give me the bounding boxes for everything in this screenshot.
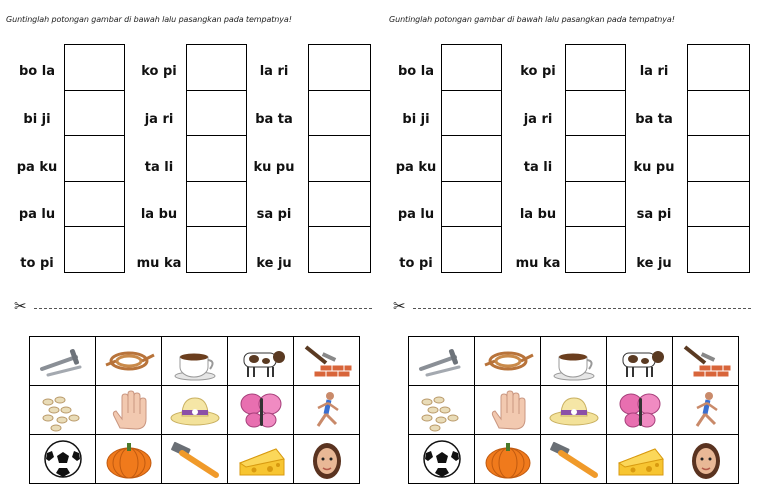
picture-cell[interactable] (30, 435, 96, 484)
butterfly-icon (611, 388, 669, 432)
answer-box[interactable] (687, 226, 750, 273)
syllable-label: pa ku (395, 160, 437, 175)
syllable-label: ku pu (633, 160, 675, 175)
coffee-cup-icon (166, 339, 224, 383)
soccer-ball-icon (413, 437, 471, 481)
cut-line (393, 297, 751, 316)
syllable-label: ba ta (255, 112, 293, 127)
answer-box-column (64, 44, 125, 273)
syllable-label: ke ju (636, 256, 672, 271)
hat-icon (166, 388, 224, 432)
dashed-line (413, 308, 751, 309)
syllable-label: pa lu (18, 207, 56, 222)
answer-box[interactable] (64, 90, 125, 137)
cheese-icon (611, 437, 669, 481)
picture-cell[interactable] (294, 435, 360, 484)
picture-cell[interactable] (228, 435, 294, 484)
answer-box-column (308, 44, 371, 273)
picture-cell[interactable] (541, 435, 607, 484)
syllable-label: ke ju (256, 256, 292, 271)
picture-cell[interactable] (475, 435, 541, 484)
syllable-label: bi ji (23, 112, 51, 127)
syllable-label: ku pu (253, 160, 295, 175)
pumpkin-icon (100, 437, 158, 481)
pumpkin-icon (479, 437, 537, 481)
nail-icon (34, 339, 92, 383)
answer-box-column (441, 44, 502, 273)
answer-box[interactable] (441, 135, 502, 182)
answer-box[interactable] (64, 135, 125, 182)
face-icon (677, 437, 735, 481)
syllable-label: ja ri (523, 112, 553, 127)
picture-cell[interactable] (162, 435, 228, 484)
hat-icon (545, 388, 603, 432)
brick-wall-icon (298, 339, 356, 383)
answer-box[interactable] (687, 90, 750, 137)
syllable-label: ta li (523, 160, 553, 175)
hammer-icon (166, 437, 224, 481)
syllable-label: ba ta (635, 112, 673, 127)
syllable-label: to pi (20, 256, 54, 271)
picture-cell[interactable] (541, 386, 607, 435)
hammer-icon (545, 437, 603, 481)
answer-box[interactable] (186, 90, 247, 137)
answer-box[interactable] (441, 226, 502, 273)
instruction-text: Guntinglah potongan gambar di bawah lalu pasangkan pada tempatnya! (389, 15, 675, 24)
picture-cell[interactable] (96, 337, 162, 386)
picture-cell[interactable] (96, 386, 162, 435)
picture-cell[interactable] (294, 386, 360, 435)
nail-icon (413, 339, 471, 383)
picture-cell[interactable] (409, 435, 475, 484)
syllable-label: la ri (639, 64, 669, 79)
hand-icon (479, 388, 537, 432)
picture-cell[interactable] (228, 337, 294, 386)
answer-box[interactable] (441, 90, 502, 137)
picture-cell[interactable] (30, 386, 96, 435)
picture-cell[interactable] (475, 337, 541, 386)
answer-box[interactable] (687, 181, 750, 228)
picture-cell[interactable] (607, 386, 673, 435)
syllable-label: ja ri (144, 112, 174, 127)
seeds-icon (413, 388, 471, 432)
face-icon (298, 437, 356, 481)
answer-box-column (565, 44, 626, 273)
answer-box[interactable] (565, 44, 626, 91)
picture-cell[interactable] (607, 337, 673, 386)
syllable-label: la bu (140, 207, 178, 222)
picture-cell[interactable] (96, 435, 162, 484)
answer-box[interactable] (308, 135, 371, 182)
syllable-label: mu ka (136, 256, 182, 271)
syllable-label: pa lu (397, 207, 435, 222)
syllable-label: la ri (259, 64, 289, 79)
syllable-label: pa ku (16, 160, 58, 175)
answer-box[interactable] (687, 44, 750, 91)
syllable-label: mu ka (515, 256, 561, 271)
answer-box[interactable] (441, 181, 502, 228)
answer-box[interactable] (64, 226, 125, 273)
answer-box[interactable] (687, 135, 750, 182)
runner-icon (677, 388, 735, 432)
cut-line (14, 297, 372, 316)
picture-cell[interactable] (607, 435, 673, 484)
picture-cell[interactable] (30, 337, 96, 386)
dashed-line (34, 308, 372, 309)
picture-cell[interactable] (541, 337, 607, 386)
syllable-label: sa pi (256, 207, 292, 222)
answer-box[interactable] (565, 226, 626, 273)
scissors-icon: ✂ (14, 297, 27, 315)
cheese-icon (232, 437, 290, 481)
soccer-ball-icon (34, 437, 92, 481)
syllable-label: bo la (398, 64, 434, 79)
picture-cell[interactable] (409, 337, 475, 386)
answer-box[interactable] (308, 226, 371, 273)
answer-box[interactable] (186, 226, 247, 273)
picture-grid (29, 336, 360, 484)
answer-box[interactable] (565, 181, 626, 228)
answer-box[interactable] (186, 181, 247, 228)
picture-cell[interactable] (162, 337, 228, 386)
picture-cell[interactable] (162, 386, 228, 435)
answer-box-column (186, 44, 247, 273)
answer-box[interactable] (308, 181, 371, 228)
rope-icon (100, 339, 158, 383)
syllable-label: ta li (144, 160, 174, 175)
brick-wall-icon (677, 339, 735, 383)
answer-box[interactable] (186, 44, 247, 91)
picture-cell[interactable] (294, 337, 360, 386)
seeds-icon (34, 388, 92, 432)
picture-cell[interactable] (475, 386, 541, 435)
syllable-label: bi ji (402, 112, 430, 127)
syllable-label: ko pi (520, 64, 556, 79)
runner-icon (298, 388, 356, 432)
hand-icon (100, 388, 158, 432)
picture-cell[interactable] (673, 337, 739, 386)
answer-box[interactable] (64, 44, 125, 91)
coffee-cup-icon (545, 339, 603, 383)
picture-grid (408, 336, 739, 484)
rope-icon (479, 339, 537, 383)
syllable-label: la bu (519, 207, 557, 222)
cow-icon (232, 339, 290, 383)
picture-cell[interactable] (409, 386, 475, 435)
syllable-label: ko pi (141, 64, 177, 79)
butterfly-icon (232, 388, 290, 432)
answer-box[interactable] (186, 135, 247, 182)
cow-icon (611, 339, 669, 383)
syllable-label: sa pi (636, 207, 672, 222)
answer-box[interactable] (441, 44, 502, 91)
answer-box[interactable] (308, 90, 371, 137)
scissors-icon: ✂ (393, 297, 406, 315)
syllable-label: bo la (19, 64, 55, 79)
picture-cell[interactable] (673, 435, 739, 484)
answer-box[interactable] (565, 90, 626, 137)
syllable-label: to pi (399, 256, 433, 271)
worksheet-right (383, 0, 763, 503)
instruction-text: Guntinglah potongan gambar di bawah lalu pasangkan pada tempatnya! (6, 15, 292, 24)
answer-box[interactable] (308, 44, 371, 91)
picture-cell[interactable] (228, 386, 294, 435)
answer-box-column (687, 44, 750, 273)
picture-cell[interactable] (673, 386, 739, 435)
worksheet-left (0, 0, 380, 503)
answer-box[interactable] (565, 135, 626, 182)
answer-box[interactable] (64, 181, 125, 228)
